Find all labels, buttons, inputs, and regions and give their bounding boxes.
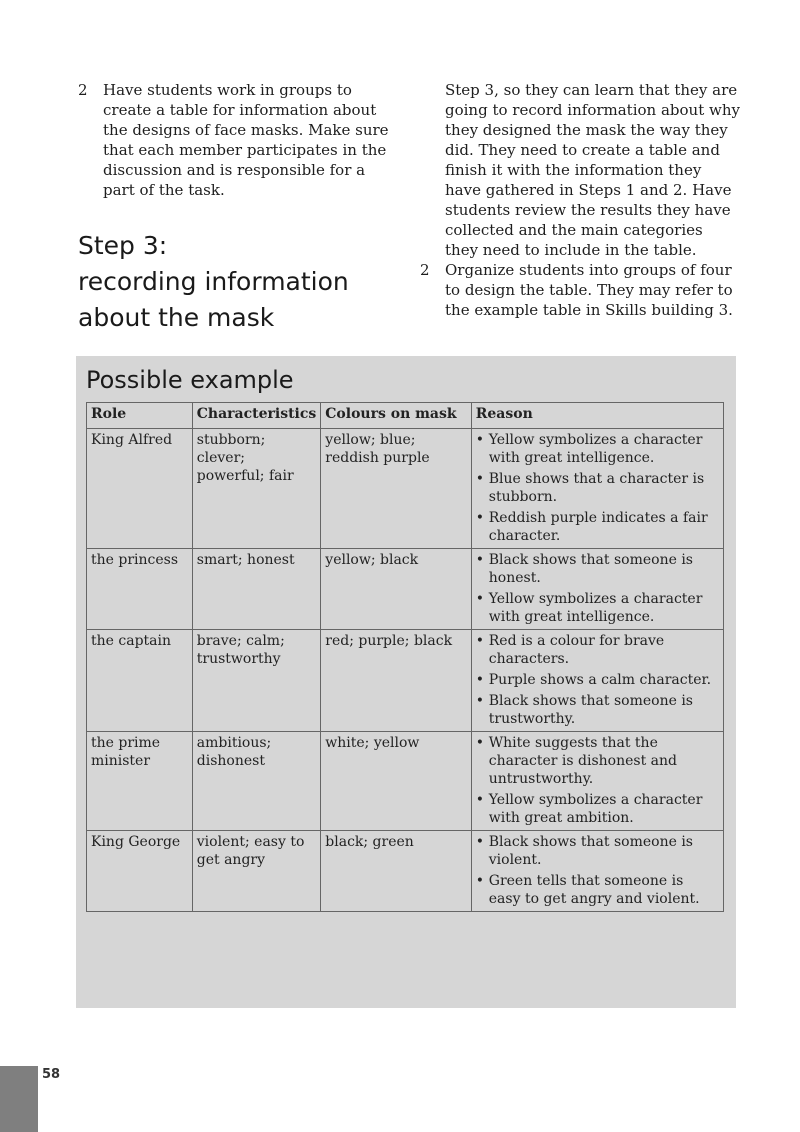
characteristics-cell: violent; easy to get angry xyxy=(192,831,321,912)
page-tab xyxy=(0,1066,38,1132)
table-row xyxy=(87,549,724,630)
reason-bullet: • Purple shows a calm character. xyxy=(476,671,719,689)
role-cell: the prime minister xyxy=(87,732,193,831)
column-header: Characteristics xyxy=(192,403,321,429)
left-column xyxy=(78,80,398,374)
role-cell: King George xyxy=(87,831,193,912)
reason-cell xyxy=(471,549,723,630)
column-header: Reason xyxy=(471,403,723,429)
mask-info-table xyxy=(86,402,724,912)
role-cell: the captain xyxy=(87,630,193,732)
example-title: Possible example xyxy=(86,366,294,394)
reason-cell xyxy=(471,630,723,732)
reason-bullet: • Black shows that someone is violent. xyxy=(476,833,719,869)
section-heading xyxy=(78,228,398,336)
characteristics-cell: ambitious; dishonest xyxy=(192,732,321,831)
colours-cell: red; purple; black xyxy=(321,630,471,732)
table-row xyxy=(87,630,724,732)
reason-cell xyxy=(471,831,723,912)
colours-cell: black; green xyxy=(321,831,471,912)
instruction-item xyxy=(78,80,398,200)
characteristics-cell: smart; honest xyxy=(192,549,321,630)
reason-bullet: • Green tells that someone is easy to get angry and violent. xyxy=(476,872,719,908)
table-row xyxy=(87,732,724,831)
item-text: Organize students into groups of four to design the table. They may refer to the example table in Skills building 3. xyxy=(445,261,733,319)
table-row xyxy=(87,429,724,549)
instruction-item xyxy=(420,260,740,320)
role-cell: the princess xyxy=(87,549,193,630)
heading-line: recording information xyxy=(78,267,349,296)
item-number: 2 xyxy=(78,81,88,99)
reason-bullet: • Yellow symbolizes a character with great ambition. xyxy=(476,791,719,827)
reason-bullet: • Yellow symbolizes a character with great intelligence. xyxy=(476,590,719,626)
table-row xyxy=(87,831,724,912)
column-header: Role xyxy=(87,403,193,429)
reason-cell xyxy=(471,429,723,549)
reason-bullet: • Black shows that someone is honest. xyxy=(476,551,719,587)
table-header-row xyxy=(87,403,724,429)
colours-cell: yellow; black xyxy=(321,549,471,630)
reason-bullet: • Blue shows that a character is stubborn. xyxy=(476,470,719,506)
reason-bullet: • Black shows that someone is trustworthy. xyxy=(476,692,719,728)
reason-cell xyxy=(471,732,723,831)
characteristics-cell: brave; calm; trustworthy xyxy=(192,630,321,732)
reason-bullet: • Reddish purple indicates a fair character. xyxy=(476,509,719,545)
column-header: Colours on mask xyxy=(321,403,471,429)
right-column xyxy=(420,80,740,320)
item-text: Have students work in groups to create a table for information about the designs of face masks. Make sure that each member participates in the discussion and is responsible for a part of the task. xyxy=(103,81,389,199)
role-cell: King Alfred xyxy=(87,429,193,549)
colours-cell: white; yellow xyxy=(321,732,471,831)
colours-cell: yellow; blue; reddish purple xyxy=(321,429,471,549)
reason-bullet: • White suggests that the character is dishonest and untrustworthy. xyxy=(476,734,719,788)
continued-text: Step 3, so they can learn that they are going to record information about why they designed the mask the way they did. They need to create a table and finish it with the information they have gathered in Steps 1 and 2. Have students review the results they have collected and the main categories they need to include in the table. xyxy=(445,81,740,259)
page-number: 58 xyxy=(42,1067,61,1082)
reason-bullet: • Yellow symbolizes a character with great intelligence. xyxy=(476,431,719,467)
characteristics-cell: stubborn; clever; powerful; fair xyxy=(192,429,321,549)
heading-line: Step 3: xyxy=(78,231,168,260)
possible-example-box xyxy=(76,356,736,1008)
heading-line: about the mask xyxy=(78,303,275,332)
reason-bullet: • Red is a colour for brave characters. xyxy=(476,632,719,668)
item-number: 2 xyxy=(420,261,430,279)
